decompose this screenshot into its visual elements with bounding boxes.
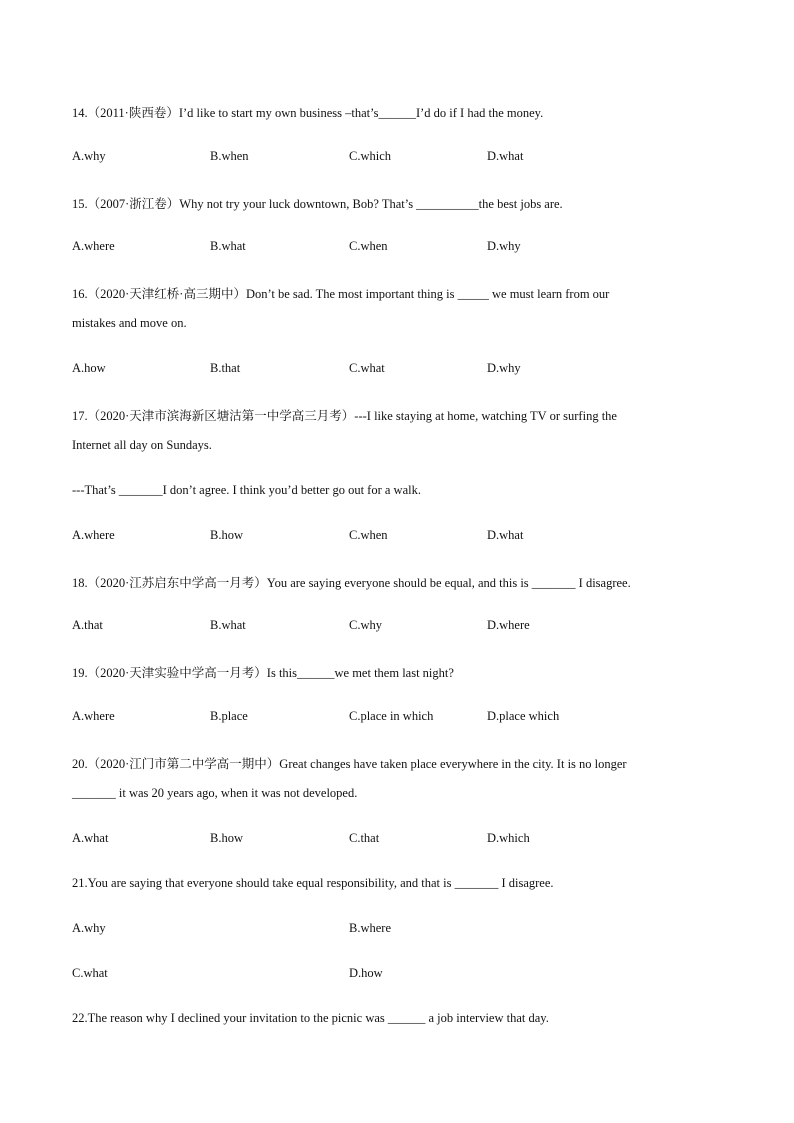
question-17-option-b: B.how: [210, 528, 243, 542]
question-20-option-c: C.that: [349, 831, 380, 845]
question-17-text-line-1: 17.（2020·天津市滨海新区塘沽第一中学高三月考）---I like staying at home, watching TV or surfing the: [72, 409, 617, 423]
question-21-option-c: C.what: [72, 966, 108, 980]
question-21-option-d: D.how: [349, 966, 383, 980]
question-19-option-b: B.place: [210, 709, 248, 723]
question-17-text-line-3: ---That’s _______I don’t agree. I think you’d better go out for a walk.: [72, 483, 421, 497]
question-21-option-a: A.why: [72, 921, 106, 935]
question-18-text: 18.（2020·江苏启东中学高一月考）You are saying everyone should be equal, and this is _______ I disagree.: [72, 576, 631, 590]
question-20-option-a: A.what: [72, 831, 109, 845]
question-18-option-b: B.what: [210, 618, 246, 632]
question-19-option-c: C.place in which: [349, 709, 434, 723]
question-22-text: 22.The reason why I declined your invitation to the picnic was ______ a job interview that day.: [72, 1011, 549, 1025]
question-20-text-line-2: _______ it was 20 years ago, when it was not developed.: [72, 786, 358, 800]
question-15-option-b: B.what: [210, 239, 246, 253]
question-18-option-a: A.that: [72, 618, 103, 632]
question-14-option-c: C.which: [349, 149, 392, 163]
question-15-option-a: A.where: [72, 239, 115, 253]
question-17-text-line-2: Internet all day on Sundays.: [72, 438, 212, 452]
question-21-text: 21.You are saying that everyone should take equal responsibility, and that is _______ I disagree.: [72, 876, 554, 890]
question-15-option-d: D.why: [487, 239, 521, 253]
question-21-option-b: B.where: [349, 921, 391, 935]
question-16-option-c: C.what: [349, 361, 385, 375]
question-14-option-a: A.why: [72, 149, 106, 163]
question-19-option-a: A.where: [72, 709, 115, 723]
question-14-option-b: B.when: [210, 149, 249, 163]
question-16-option-d: D.why: [487, 361, 521, 375]
question-16-option-b: B.that: [210, 361, 241, 375]
question-17-option-d: D.what: [487, 528, 524, 542]
question-20-option-b: B.how: [210, 831, 243, 845]
question-19-text: 19.（2020·天津实验中学高一月考）Is this______we met them last night?: [72, 666, 454, 680]
question-14-option-d: D.what: [487, 149, 524, 163]
question-20-text-line-1: 20.（2020·江门市第二中学高一期中）Great changes have taken place everywhere in the city. It is no longer: [72, 757, 627, 771]
question-16-text-line-2: mistakes and move on.: [72, 316, 187, 330]
question-17-option-a: A.where: [72, 528, 115, 542]
question-19-option-d: D.place which: [487, 709, 560, 723]
question-15-text: 15.（2007·浙江卷）Why not try your luck downtown, Bob? That’s __________the best jobs are.: [72, 197, 563, 211]
question-20-option-d: D.which: [487, 831, 530, 845]
question-18-option-d: D.where: [487, 618, 530, 632]
question-14-text: 14.（2011·陕西卷）I’d like to start my own business –that’s______I’d do if I had the money.: [72, 106, 544, 120]
question-15-option-c: C.when: [349, 239, 388, 253]
question-16-text-line-1: 16.（2020·天津红桥·高三期中）Don’t be sad. The most important thing is _____ we must learn from our: [72, 287, 610, 301]
question-18-option-c: C.why: [349, 618, 382, 632]
question-17-option-c: C.when: [349, 528, 388, 542]
question-16-option-a: A.how: [72, 361, 106, 375]
